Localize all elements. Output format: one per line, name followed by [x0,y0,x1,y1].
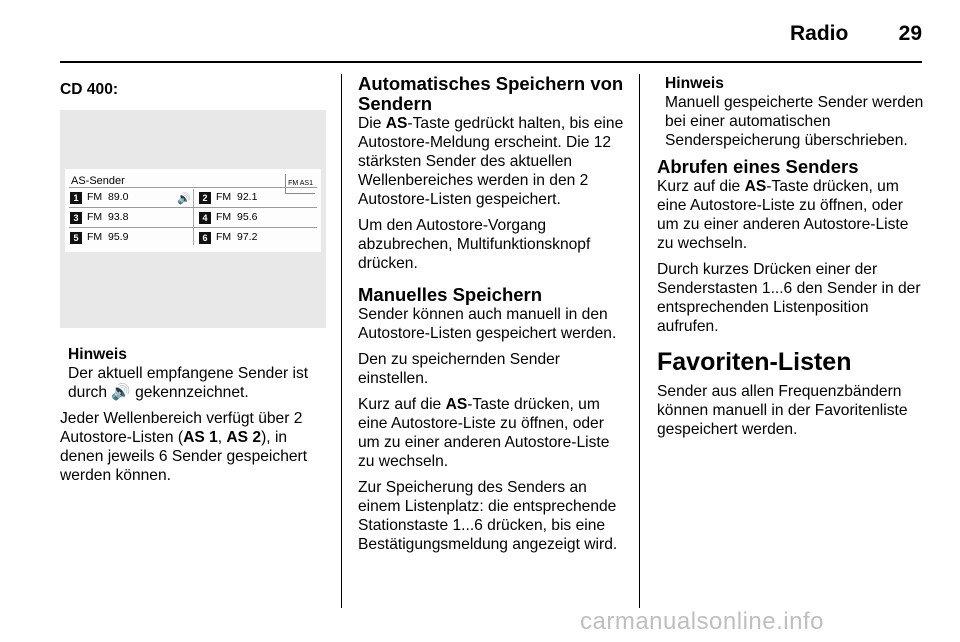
text: ), in denen jeweils 6 Sender gespeichert werden können. [60,429,308,484]
preset-slot [199,229,317,246]
paragraph: Durch kurzes Drücken einer der Senderstasten 1...6 den Sender in der entsprechenden Listenposition aufrufen. [657,261,921,335]
note-box [60,345,328,402]
text: -Taste drücken, um eine Autostore-Liste zu öffnen, oder um zu einer anderen Autostore-Liste zu wechseln. [657,178,909,252]
preset-station: FM 95.6 [216,211,258,223]
text-bold: AS [445,396,468,413]
column-left [60,74,328,492]
text: -Taste drücken, um eine Autostore-Liste zu öffnen, oder um zu einer anderen Autostore-Liste zu wechseln. [358,396,610,470]
paragraph: Zur Speicherung des Senders an einem Listenplatz: die entsprechende Stationstaste 1...6 drücken, bis eine Bestätigungsmeldung angezeigt wird. [358,479,618,553]
column-divider [341,74,342,608]
note-text: Manuell gespeicherte Sender werden bei einer automatischen Senderspeicherung überschrieben. [665,94,924,149]
text: Die [358,115,386,132]
text-bold: AS [744,178,767,195]
preset-station: FM 95.9 [87,231,129,243]
preset-station: FM 89.0 [87,191,129,203]
header-rule [60,61,922,63]
preset-number: 6 [199,232,211,244]
paragraph: Den zu speichernden Sender einstellen. [358,351,560,387]
page-number: 29 [898,22,922,45]
paragraph [358,114,626,209]
preset-slot [70,229,188,246]
note-text: Der aktuell empfangene Sender ist durch [68,365,309,401]
section-heading: Automatisches Speichern von Sendern [358,73,624,114]
chapter-heading: Favoriten-Listen [657,348,852,376]
preset-station: FM 92.1 [216,191,258,203]
preset-slot [70,189,188,206]
preset-number: 2 [199,192,211,204]
text-bold: AS [385,115,408,132]
page-header-title: Radio [790,22,849,45]
preset-number: 3 [70,212,82,224]
preset-number: 1 [70,192,82,204]
paragraph: Sender können auch manuell in den Autostore-Listen gespeichert werden. [358,306,617,342]
section-heading: Abrufen eines Senders [657,156,859,177]
section-heading: Manuelles Speichern [358,284,543,305]
column-right [657,74,925,446]
preset-station: FM 93.8 [87,211,129,223]
paragraph: Sender aus allen Frequenzbändern können manuell in der Favoritenliste gespeichert werden. [657,383,908,438]
text: Kurz auf die [358,396,446,413]
text-bold: AS 2 [226,429,262,446]
display-band-tag: FM AS1 [285,174,315,194]
speaker-icon: 🔊 [177,193,191,205]
preset-number: 5 [70,232,82,244]
paragraph [60,409,328,485]
paragraph [358,395,626,471]
display-title: AS-Sender [71,175,125,187]
note-title: Hinweis [665,75,724,92]
paragraph: Um den Autostore-Vorgang abzubrechen, Multifunktionsknopf drücken. [358,217,591,272]
preset-slot [199,209,317,226]
text: Jeder Wellenbereich verfügt über 2 Autostore-Listen ( [60,410,303,446]
radio-display-illustration [60,110,326,328]
speaker-icon: 🔊 [111,384,131,401]
preset-number: 4 [199,212,211,224]
display-column-divider [193,189,194,245]
note-box [657,74,925,150]
text: , [217,429,227,446]
note-text: gekennzeichnet. [130,384,249,401]
radio-display [65,169,321,252]
text-bold: AS 1 [183,429,218,446]
note-title: Hinweis [68,346,127,363]
column-divider [639,74,640,608]
text: -Taste gedrückt halten, bis eine Autostore-Meldung erscheint. Die 12 stärksten Sender des aktuellen Wellenbereiches werden in den 2 Autostore-Listen gespeichert. [358,115,624,208]
text: Kurz auf die [657,178,745,195]
preset-slot [70,209,188,226]
column-middle [358,74,626,561]
preset-station: FM 97.2 [216,231,258,243]
paragraph [657,177,925,253]
watermark: carmanualsonline.info [580,608,824,635]
cd-label: CD 400: [60,81,119,98]
preset-slot [199,189,317,206]
